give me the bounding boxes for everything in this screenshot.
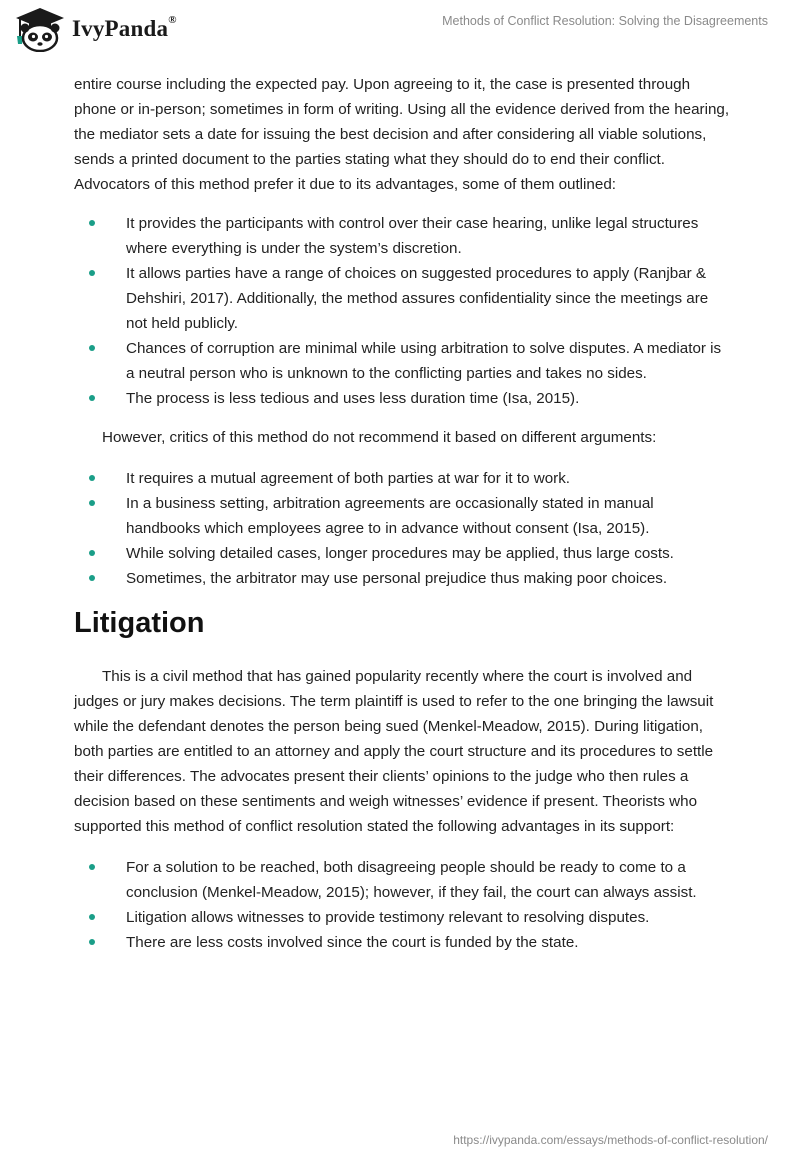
list-item: Sometimes, the arbitrator may use personal prejudice thus making poor choices. <box>74 566 730 591</box>
essay-content <box>74 72 730 955</box>
litigation-paragraph: This is a civil method that has gained popularity recently where the court is involved and judges or jury makes decisions. The term plaintiff is used to refer to the one bringing the lawsuit while the defendant denotes the person being sued (Menkel-Meadow, 2015). During litigation, both parties are entitled to an attorney and apply the court structure and its procedures to settle their differences. The advocates present their clients’ opinions to the judge who then rules a decision based on these sentiments and weigh witnesses’ evidence if present. Theorists who supported this method of conflict resolution stated the following advantages in its support: <box>74 668 714 835</box>
page-header <box>0 0 800 62</box>
intro-paragraph: entire course including the expected pay. Upon agreeing to it, the case is presented through phone or in-person; sometimes in form of writing. Using all the evidence derived from the hearing, the mediator sets a date for issuing the best decision and after considering all viable solutions, sends a printed document to the parties stating what they should do to end their conflict. Advocators of this method prefer it due to its advantages, some of them outlined: <box>74 76 730 193</box>
list-item: There are less costs involved since the court is funded by the state. <box>74 930 730 955</box>
list-item: In a business setting, arbitration agreements are occasionally stated in manual handbooks which employees agree to in advance without consent (Isa, 2015). <box>74 491 730 541</box>
panda-graduate-icon <box>14 6 66 52</box>
disadvantages-list <box>74 466 730 591</box>
advantages-list <box>74 211 730 411</box>
list-item: For a solution to be reached, both disagreeing people should be ready to come to a conclusion (Menkel-Meadow, 2015); however, if they fail, the court can always assist. <box>74 855 730 905</box>
logo-wordmark: IvyPanda® <box>72 14 177 41</box>
list-item: It requires a mutual agreement of both parties at war for it to work. <box>74 466 730 491</box>
section-heading-litigation: Litigation <box>74 607 205 639</box>
registered-mark: ® <box>168 14 177 26</box>
critics-paragraph: However, critics of this method do not recommend it based on different arguments: <box>102 429 657 446</box>
litigation-advantages-list <box>74 855 730 955</box>
list-item: Chances of corruption are minimal while using arbitration to solve disputes. A mediator is a neutral person who is unknown to the conflicting parties and takes no sides. <box>74 336 730 386</box>
list-item: While solving detailed cases, longer procedures may be applied, thus large costs. <box>74 541 730 566</box>
document-title: Methods of Conflict Resolution: Solving the Disagreements <box>442 14 768 28</box>
list-item: It allows parties have a range of choices on suggested procedures to apply (Ranjbar & Dehshiri, 2017). Additionally, the method assures confidentiality since the meetings are not held publicly. <box>74 261 730 336</box>
list-item: It provides the participants with control over their case hearing, unlike legal structures where everything is under the system’s discretion. <box>74 211 730 261</box>
source-url[interactable]: https://ivypanda.com/essays/methods-of-conflict-resolution/ <box>453 1133 768 1147</box>
list-item: Litigation allows witnesses to provide testimony relevant to resolving disputes. <box>74 905 730 930</box>
list-item: The process is less tedious and uses less duration time (Isa, 2015). <box>74 386 730 411</box>
ivypanda-logo[interactable] <box>14 6 177 52</box>
